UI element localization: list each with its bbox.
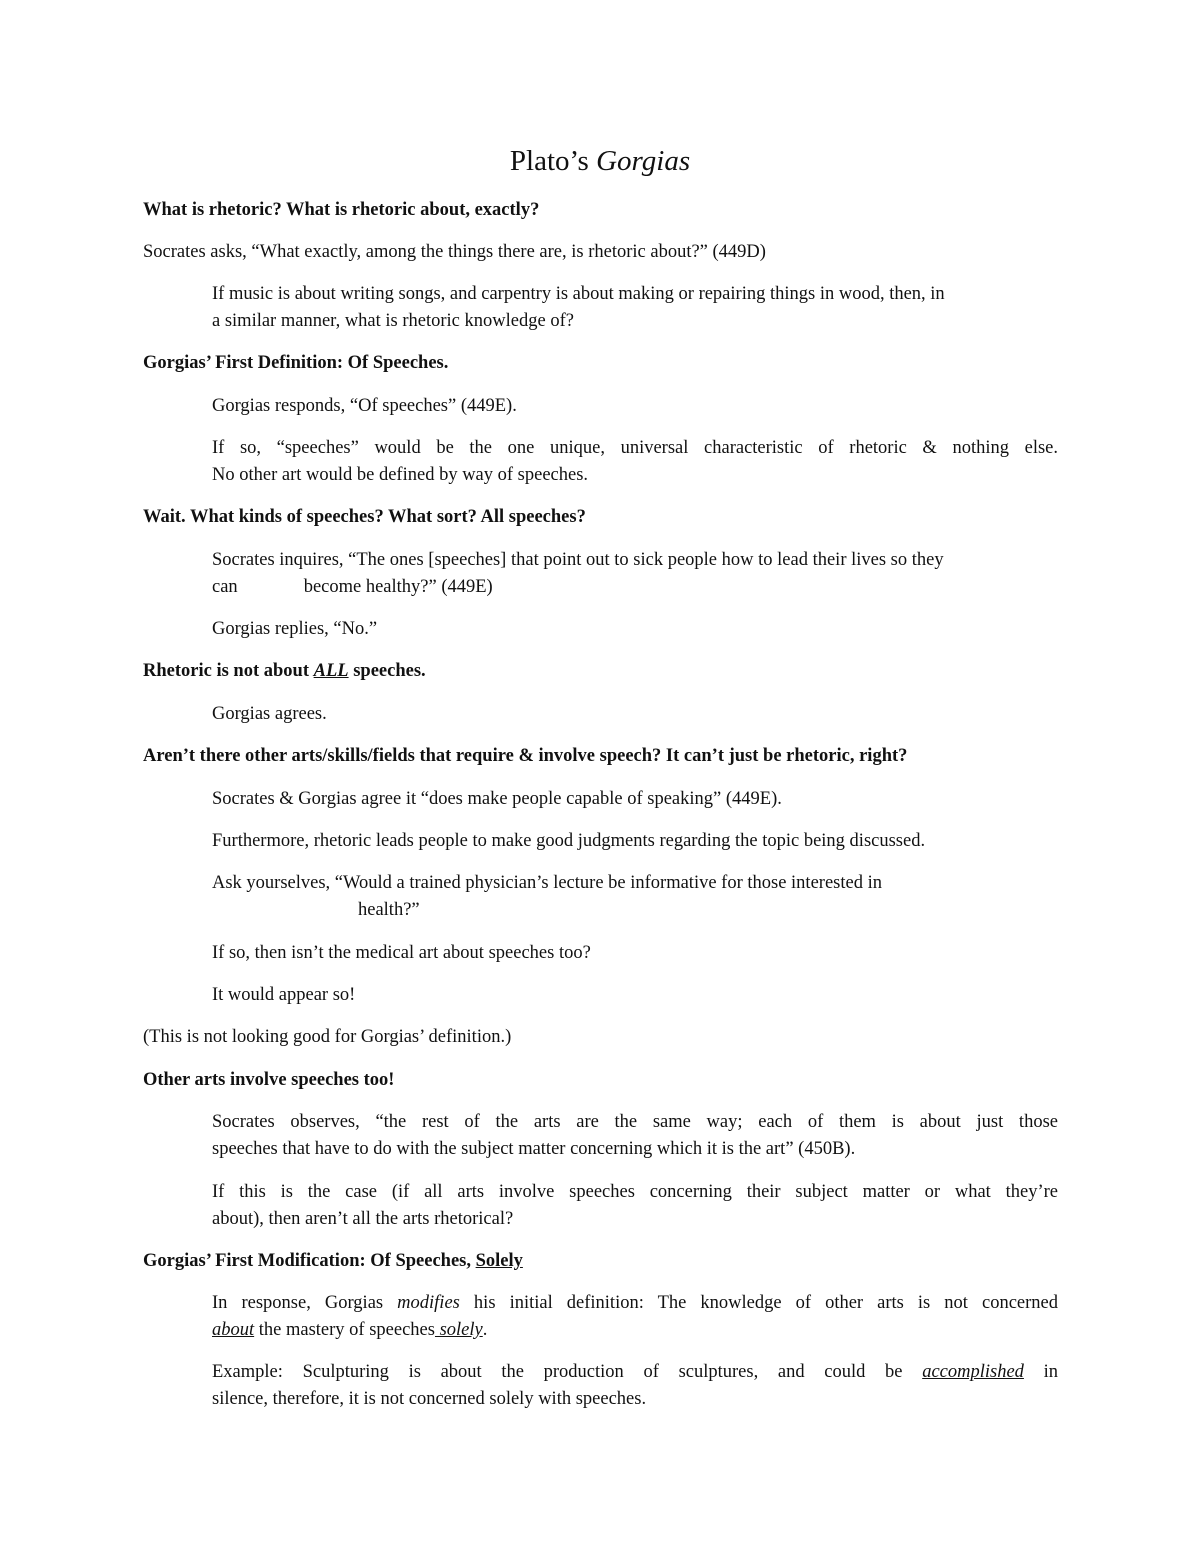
paragraph-music-analogy-line1: If music is about writing songs, and carpentry is about making or repairing things in wood, then, in — [212, 284, 945, 304]
paragraph-example-line2: silence, therefore, it is not concerned solely with speeches. — [212, 1389, 647, 1409]
paragraph-in-response-line2: about the mastery of speeches solely. — [212, 1320, 488, 1340]
paragraph-socrates-observes-line1: Socrates observes, “the rest of the arts are the same way; each of them is about just those — [212, 1112, 1058, 1132]
paragraph-appear-so: It would appear so! — [212, 985, 356, 1005]
heading-other-arts-require-speech: Aren’t there other arts/skills/fields that require & involve speech? It can’t just be rhetoric, right? — [143, 746, 908, 766]
paragraph-socrates-observes-line2: speeches that have to do with the subject matter concerning which it is the art” (450B). — [212, 1139, 856, 1159]
heading-first-definition: Gorgias’ First Definition: Of Speeches. — [143, 353, 449, 373]
paragraph-agree-capable: Socrates & Gorgias agree it “does make people capable of speaking” (449E). — [212, 789, 782, 809]
paragraph-in-response-line1: In response, Gorgias modifies his initial definition: The knowledge of other arts is not concerned — [212, 1293, 1058, 1313]
paragraph-gorgias-agrees: Gorgias agrees. — [212, 704, 327, 724]
paragraph-medical-art: If so, then isn’t the medical art about speeches too? — [212, 943, 591, 963]
heading-first-modification: Gorgias’ First Modification: Of Speeches, Solely — [143, 1251, 523, 1271]
paragraph-socrates-asks: Socrates asks, “What exactly, among the things there are, is rhetoric about?” (449D) — [143, 242, 766, 262]
paragraph-example-line1: Example: Sculpturing is about the production of sculptures, and could be accomplished in — [212, 1362, 1058, 1382]
paragraph-ask-yourselves-line1: Ask yourselves, “Would a trained physician’s lecture be informative for those interested in — [212, 873, 882, 893]
paragraph-furthermore: Furthermore, rhetoric leads people to make good judgments regarding the topic being discussed. — [212, 831, 926, 851]
paragraph-gorgias-replies: Gorgias replies, “No.” — [212, 619, 378, 639]
heading-what-is-rhetoric: What is rhetoric? What is rhetoric about, exactly? — [143, 200, 540, 220]
heading-other-arts-involve: Other arts involve speeches too! — [143, 1070, 395, 1090]
paragraph-socrates-inquires-line1: Socrates inquires, “The ones [speeches] that point out to sick people how to lead their lives so they — [212, 550, 944, 570]
paragraph-if-this-line1: If this is the case (if all arts involve speeches concerning their subject matter or what they’re — [212, 1182, 1058, 1202]
paragraph-music-analogy-line2: a similar manner, what is rhetoric knowledge of? — [212, 311, 574, 331]
paragraph-if-so-line2: No other art would be defined by way of speeches. — [212, 465, 589, 485]
paragraph-not-looking-good: (This is not looking good for Gorgias’ definition.) — [143, 1027, 512, 1047]
paragraph-gorgias-responds: Gorgias responds, “Of speeches” (449E). — [212, 396, 517, 416]
paragraph-ask-yourselves-line2: health?” — [358, 900, 420, 920]
paragraph-if-this-line2: about), then aren’t all the arts rhetorical? — [212, 1209, 514, 1229]
paragraph-socrates-inquires-line2: can become healthy?” (449E) — [212, 577, 493, 597]
page-title: Plato’s Gorgias — [509, 145, 691, 177]
heading-what-kinds: Wait. What kinds of speeches? What sort? All speeches? — [143, 507, 586, 527]
heading-not-all-speeches: Rhetoric is not about ALL speeches. — [143, 661, 426, 681]
paragraph-if-so-line1: If so, “speeches” would be the one unique, universal characteristic of rhetoric & nothing else. — [212, 438, 1058, 458]
